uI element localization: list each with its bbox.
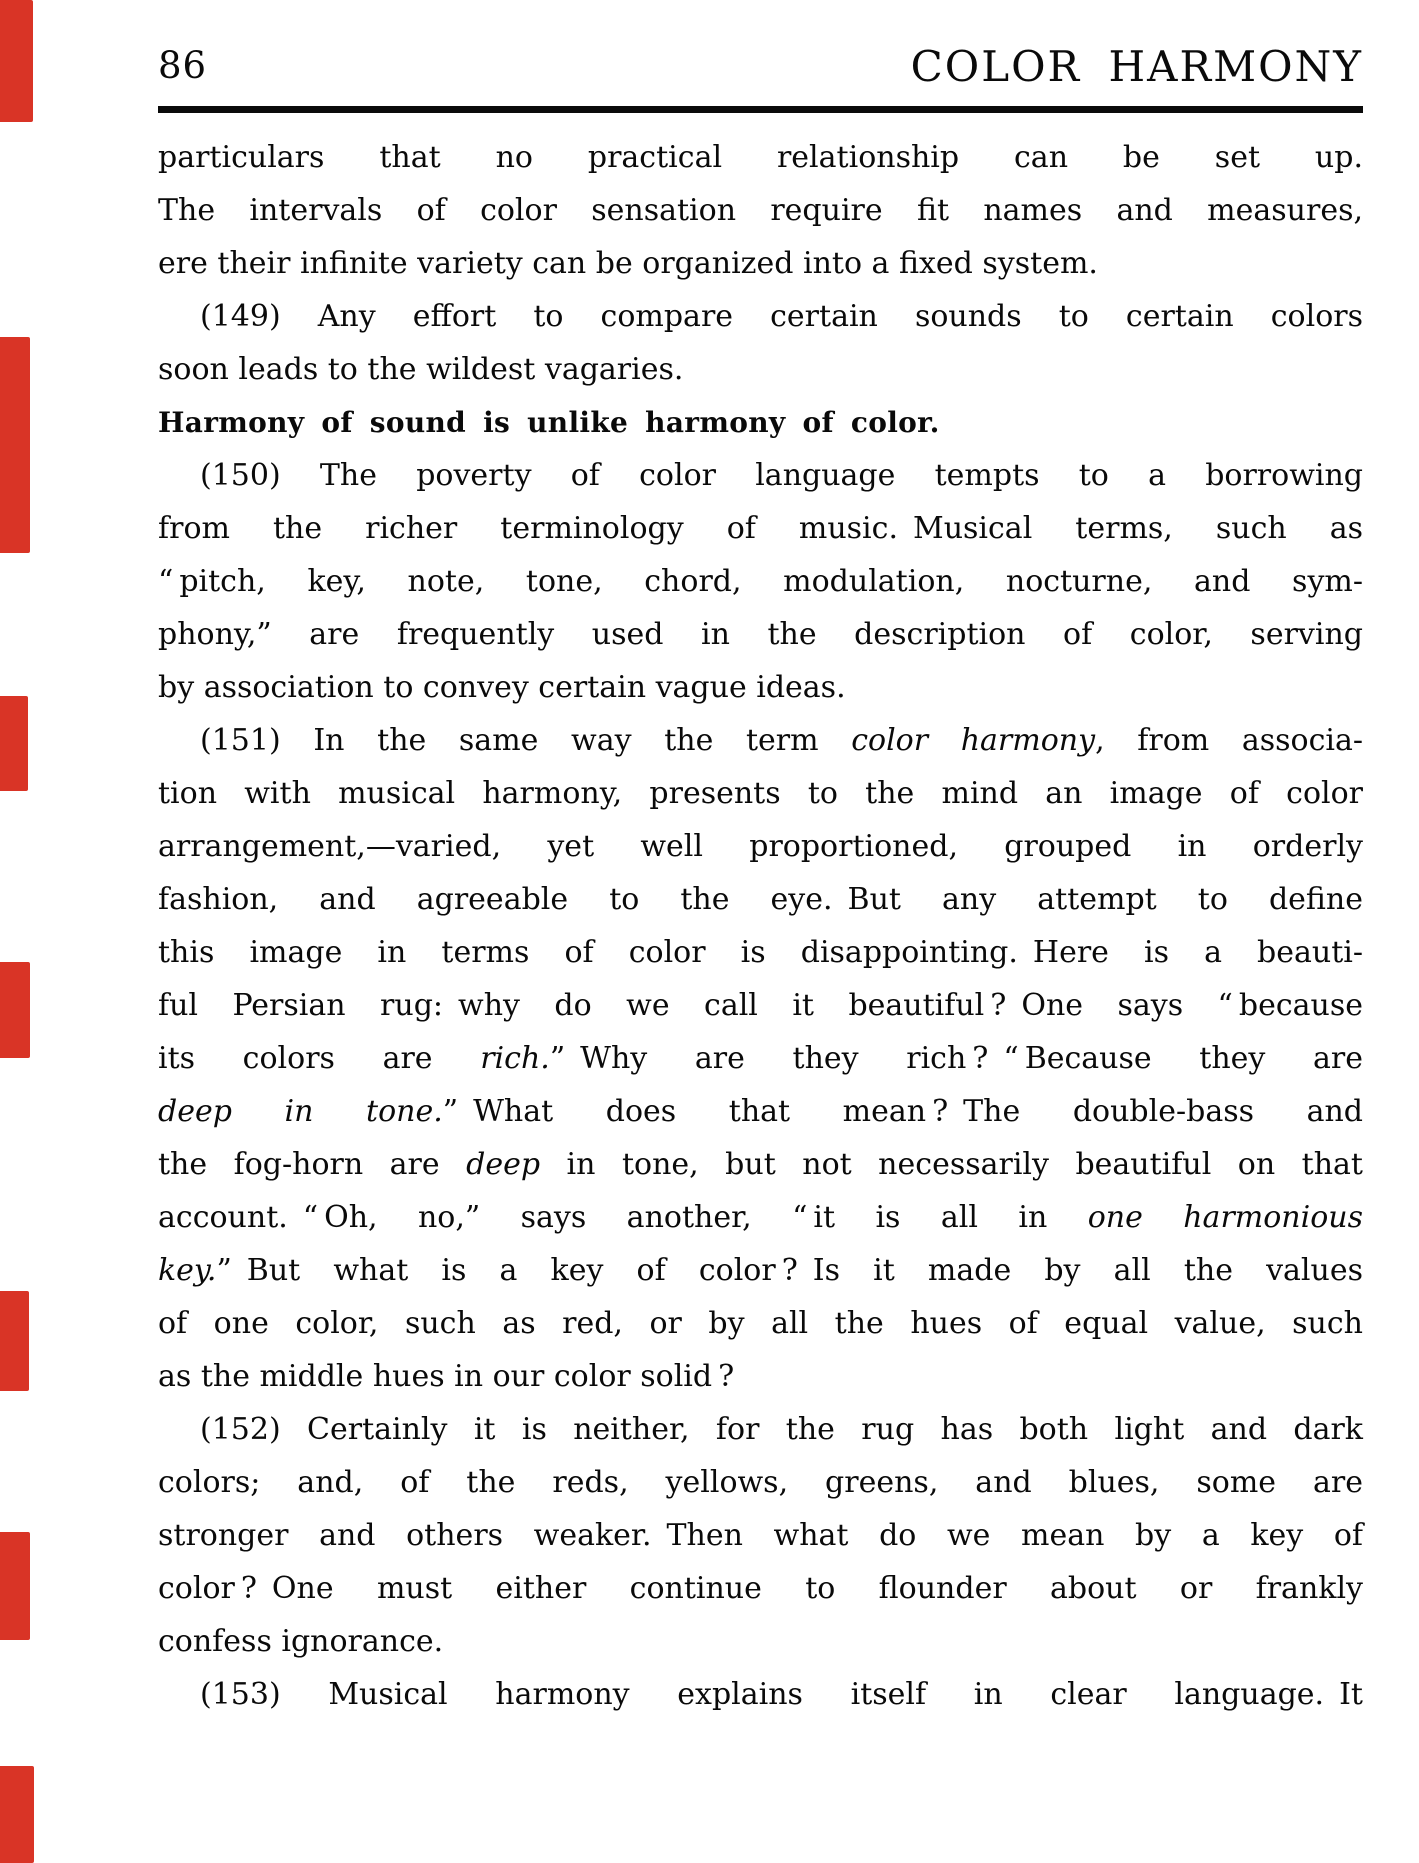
text-line bbox=[158, 1456, 1363, 1509]
text-segment: “ pitch, key, note, tone, chord, modulation, nocturne, and sym- bbox=[158, 564, 1363, 599]
text-segment: The intervals of color sensation require fit names and measures, bbox=[158, 193, 1363, 228]
red-edge-mark bbox=[0, 962, 30, 1058]
text-line bbox=[158, 237, 1363, 290]
text-segment: the fog-horn are bbox=[158, 1147, 467, 1182]
text-segment: ” Why are they rich ? “ Because they are bbox=[549, 1041, 1363, 1076]
text-segment: tion with musical harmony, presents to the mind an image of color bbox=[158, 776, 1363, 811]
italic-text-segment: color harmony bbox=[851, 723, 1096, 758]
text-segment: account. “ Oh, no,” says another, “ it is all in bbox=[158, 1200, 1088, 1235]
text-line bbox=[158, 131, 1363, 184]
text-line bbox=[158, 502, 1363, 555]
text-line bbox=[158, 714, 1363, 767]
text-segment: arrangement,—varied, yet well proportioned, grouped in orderly bbox=[158, 829, 1363, 864]
text-segment: phony,” are frequently used in the description of color, serving bbox=[158, 617, 1363, 652]
text-line bbox=[158, 1350, 1363, 1403]
text-segment: (152) Certainly it is neither, for the rug has both light and dark bbox=[200, 1412, 1363, 1447]
page-number: 86 bbox=[158, 44, 208, 87]
text-line bbox=[158, 608, 1363, 661]
text-line bbox=[158, 555, 1363, 608]
text-line bbox=[158, 820, 1363, 873]
italic-text-segment: deep in tone. bbox=[158, 1094, 443, 1129]
text-line bbox=[158, 873, 1363, 926]
text-segment: confess ignorance. bbox=[158, 1624, 444, 1659]
text-segment: from the richer terminology of music. Musical terms, such as bbox=[158, 511, 1363, 546]
text-segment: its colors are bbox=[158, 1041, 481, 1076]
text-line bbox=[158, 926, 1363, 979]
red-edge-mark bbox=[0, 1766, 34, 1863]
text-segment: (153) Musical harmony explains itself in clear language. It bbox=[200, 1677, 1363, 1712]
text-segment: colors; and, of the reds, yellows, greens, and blues, some are bbox=[158, 1465, 1363, 1500]
text-segment: fashion, and agreeable to the eye. But any attempt to define bbox=[158, 882, 1363, 917]
text-line bbox=[158, 1191, 1363, 1244]
text-line bbox=[158, 449, 1363, 502]
text-line bbox=[158, 661, 1363, 714]
text-line bbox=[158, 1403, 1363, 1456]
text-segment: color ? One must either continue to flounder about or frankly bbox=[158, 1571, 1363, 1606]
text-segment: as the middle hues in our color solid ? bbox=[158, 1359, 735, 1394]
text-segment: stronger and others weaker. Then what do we mean by a key of bbox=[158, 1518, 1363, 1553]
text-segment: soon leads to the wildest vagaries. bbox=[158, 352, 684, 387]
text-segment: (150) The poverty of color language tempts to a borrowing bbox=[200, 458, 1363, 493]
text-line bbox=[158, 1562, 1363, 1615]
running-header: COLOR HARMONY bbox=[910, 42, 1363, 91]
italic-text-segment: deep bbox=[466, 1147, 541, 1182]
text-line bbox=[158, 767, 1363, 820]
text-segment: this image in terms of color is disappointing. Here is a beauti- bbox=[158, 935, 1363, 970]
text-segment: of one color, such as red, or by all the hues of equal value, such bbox=[158, 1306, 1363, 1341]
text-line bbox=[158, 1138, 1363, 1191]
text-line bbox=[158, 1615, 1363, 1668]
text-segment: ” What does that mean ? The double-bass and bbox=[442, 1094, 1363, 1129]
text-line bbox=[158, 343, 1363, 396]
text-segment: (149) Any effort to compare certain sounds to certain colors bbox=[200, 299, 1363, 334]
text-line bbox=[158, 1032, 1363, 1085]
text-line bbox=[158, 979, 1363, 1032]
text-segment: (151) In the same way the term bbox=[200, 723, 852, 758]
italic-text-segment: one harmonious bbox=[1087, 1200, 1363, 1235]
red-edge-mark bbox=[0, 0, 33, 122]
text-line bbox=[158, 1085, 1363, 1138]
red-edge-mark bbox=[0, 696, 28, 791]
italic-text-segment: key. bbox=[158, 1253, 217, 1288]
text-segment: in tone, but not necessarily beautiful on that bbox=[540, 1147, 1363, 1182]
italic-text-segment: rich. bbox=[480, 1041, 550, 1076]
red-edge-mark bbox=[0, 1291, 29, 1391]
text-segment: , from associa- bbox=[1095, 723, 1363, 758]
text-segment: by association to convey certain vague ideas. bbox=[158, 670, 846, 705]
text-line bbox=[158, 184, 1363, 237]
text-block bbox=[158, 131, 1363, 1721]
text-segment: Harmony of sound is unlike harmony of color. bbox=[158, 406, 940, 439]
text-line bbox=[158, 290, 1363, 343]
text-line bbox=[158, 1509, 1363, 1562]
section-subheading bbox=[158, 396, 1363, 449]
text-segment: ere their infinite variety can be organized into a fixed system. bbox=[158, 246, 1098, 281]
text-segment: particulars that no practical relationship can be set up. bbox=[158, 140, 1363, 175]
red-edge-mark bbox=[0, 1532, 30, 1640]
text-line bbox=[158, 1244, 1363, 1297]
text-line bbox=[158, 1297, 1363, 1350]
header-rule bbox=[158, 106, 1363, 113]
text-segment: ” But what is a key of color ? Is it made by all the values bbox=[216, 1253, 1363, 1288]
red-edge-mark bbox=[0, 337, 30, 553]
text-segment: ful Persian rug: why do we call it beautiful ? One says “ because bbox=[158, 988, 1363, 1023]
text-line bbox=[158, 1668, 1363, 1721]
